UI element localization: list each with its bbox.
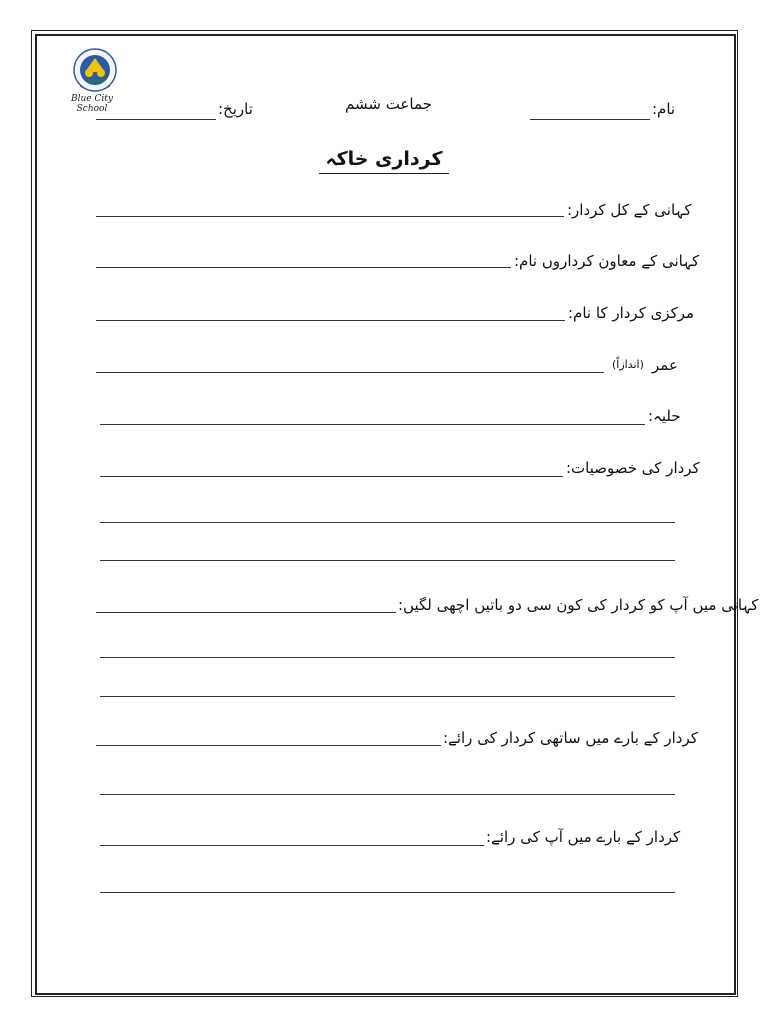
main-character-label: مرکزی کردار کا نام: (568, 304, 695, 322)
partner-opinion-label: کردار کے بارے میں ساتھی کردار کی رائے: (443, 729, 698, 747)
your-opinion-label: کردار کے بارے میں آپ کی رائے: (486, 828, 681, 846)
age-note: (اندازاً) (612, 358, 644, 371)
supporting-characters-label: کہانی کے معاون کرداروں نام: (514, 252, 700, 270)
total-characters-line[interactable] (96, 216, 564, 217)
your-opinion-line-2[interactable] (100, 892, 675, 893)
traits-line-1[interactable] (100, 476, 563, 477)
age-line[interactable] (96, 372, 604, 373)
appearance-line[interactable] (100, 424, 645, 425)
liked-things-label: کہانی میں آپ کو کردار کی کون سی دو باتیں اچھی لگیں: (398, 596, 759, 614)
date-label: تاریخ: (218, 100, 253, 118)
appearance-label: حلیہ: (648, 407, 681, 425)
your-opinion-line-1[interactable] (100, 845, 484, 846)
name-input-line[interactable] (530, 119, 650, 120)
class-label: جماعت ششم (345, 95, 432, 113)
page-title: کرداری خاکہ (0, 148, 768, 170)
main-character-line[interactable] (96, 320, 565, 321)
traits-line-2[interactable] (100, 522, 675, 523)
name-label: نام: (652, 100, 676, 118)
total-characters-label: کہانی کے کل کردار: (567, 201, 692, 219)
age-label: عمر (652, 356, 678, 374)
liked-things-line-3[interactable] (100, 696, 675, 697)
supporting-characters-line[interactable] (96, 267, 511, 268)
date-input-line[interactable] (96, 119, 216, 120)
traits-label: کردار کی خصوصیات: (566, 459, 700, 477)
liked-things-line-2[interactable] (100, 657, 675, 658)
partner-opinion-line-1[interactable] (96, 745, 441, 746)
partner-opinion-line-2[interactable] (100, 794, 675, 795)
school-name: Blue City School (71, 94, 113, 114)
liked-things-line-1[interactable] (96, 612, 396, 613)
traits-line-3[interactable] (100, 560, 675, 561)
page-border-inner (35, 34, 736, 995)
